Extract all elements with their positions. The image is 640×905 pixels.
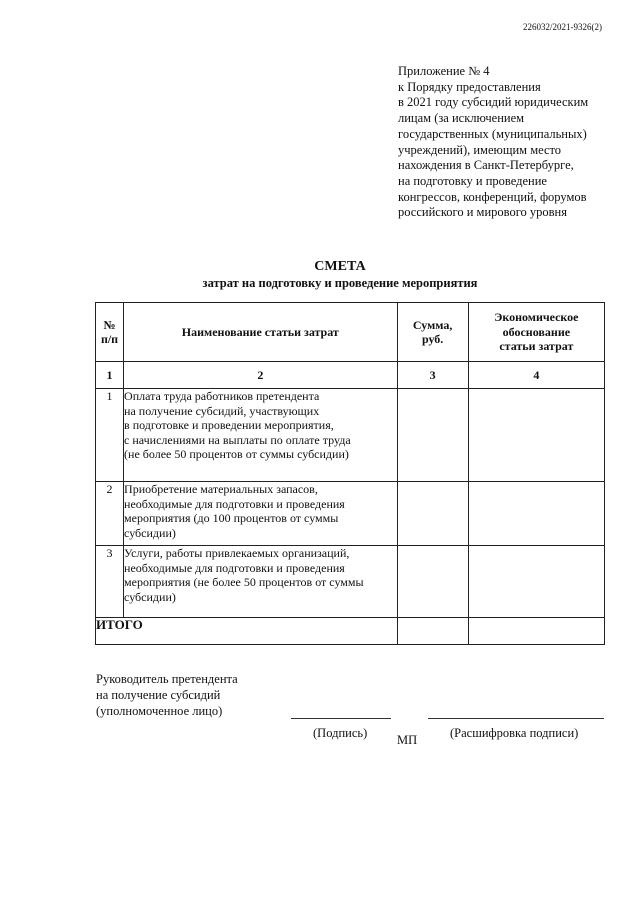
document-title-block [0, 258, 640, 291]
header-num-line: п/п [100, 332, 119, 346]
header-justification-line: статьи затрат [499, 339, 574, 354]
decode-signature-caption: (Расшифровка подписи) [450, 726, 579, 740]
signer-line: на получение субсидий [96, 688, 221, 702]
document-title: СМЕТА [314, 259, 366, 274]
item-name-line: необходимые для подготовки и проведения [124, 560, 345, 575]
header-sum-line: руб. [421, 332, 444, 346]
row-number: 2 [96, 482, 124, 546]
item-name-line: Услуги, работы привлекаемых организаций, [124, 546, 350, 560]
item-name-line: (не более 50 процентов от суммы субсидии) [124, 447, 349, 461]
item-name-line: мероприятия (не более 50 процентов от суммы [124, 575, 364, 589]
estimate-table [95, 302, 605, 645]
header-num [96, 303, 124, 362]
row-sum-cell [397, 482, 468, 546]
item-name-line: Оплата труда работников претендента [124, 389, 320, 403]
decode-signature-line [428, 718, 604, 719]
item-name-line: субсидии) [124, 525, 176, 540]
total-label: ИТОГО [96, 618, 398, 645]
header-name [124, 303, 398, 362]
annex-line: к Порядку предоставления [398, 79, 541, 94]
item-name-line: на получение субсидий, участвующих [124, 403, 320, 418]
row-justification-cell [468, 389, 604, 482]
item-name-line: с начислениями на выплаты по оплате труда [124, 432, 351, 447]
header-num-line: № [103, 317, 116, 332]
total-justification-cell [468, 618, 604, 645]
item-name-line: мероприятия (до 100 процентов от суммы [124, 511, 339, 525]
row-justification-cell [468, 482, 604, 546]
item-name-line: субсидии) [124, 589, 176, 604]
row-number: 3 [96, 546, 124, 618]
table-row [96, 546, 605, 618]
item-name-line: в подготовке и проведении мероприятия, [124, 418, 334, 432]
column-number-row [96, 362, 605, 389]
item-name-line: Приобретение материальных запасов, [124, 482, 318, 496]
row-item-name [124, 546, 398, 618]
header-sum [397, 303, 468, 362]
signature-caption: (Подпись) [313, 726, 368, 740]
signer-line: Руководитель претендента [96, 672, 238, 686]
header-sum-line: Сумма, [412, 317, 453, 332]
header-justification-line: обоснование [502, 324, 571, 339]
column-number: 1 [96, 362, 124, 389]
annex-line: российского и мирового уровня [398, 205, 567, 220]
row-item-name [124, 482, 398, 546]
row-justification-cell [468, 546, 604, 618]
table-header-row [96, 303, 605, 362]
total-sum-cell [397, 618, 468, 645]
total-row [96, 618, 605, 645]
stamp-caption: МП [397, 733, 418, 747]
row-sum-cell [397, 546, 468, 618]
header-name-line: Наименование статьи затрат [181, 324, 339, 339]
annex-line: учреждений), имеющим место [398, 142, 562, 157]
table-row [96, 482, 605, 546]
signature-line [291, 718, 391, 719]
signer-block [96, 671, 238, 719]
row-sum-cell [397, 389, 468, 482]
item-name-line: необходимые для подготовки и проведения [124, 496, 345, 511]
annex-line: государственных (муниципальных) [398, 126, 587, 141]
annex-line: лицам (за исключением [398, 111, 525, 126]
column-number: 4 [468, 362, 604, 389]
header-justification-line: Экономическое [494, 310, 579, 325]
signer-line: (уполномоченное лицо) [96, 704, 223, 718]
annex-line: на подготовку и проведение [398, 173, 547, 188]
annex-line: нахождения в Санкт-Петербурге, [398, 158, 574, 173]
row-number: 1 [96, 389, 124, 482]
document-registration-number: 226032/2021-9326(2) [523, 22, 602, 32]
column-number: 2 [124, 362, 398, 389]
annex-header [398, 64, 618, 221]
annex-line: в 2021 году субсидий юридическим [398, 95, 589, 110]
annex-line: конгрессов, конференций, форумов [398, 189, 587, 204]
row-item-name [124, 389, 398, 482]
document-subtitle: затрат на подготовку и проведение мероприятия [202, 276, 478, 290]
annex-line: Приложение № 4 [398, 64, 490, 78]
table-row [96, 389, 605, 482]
header-justification [468, 303, 604, 362]
column-number: 3 [397, 362, 468, 389]
